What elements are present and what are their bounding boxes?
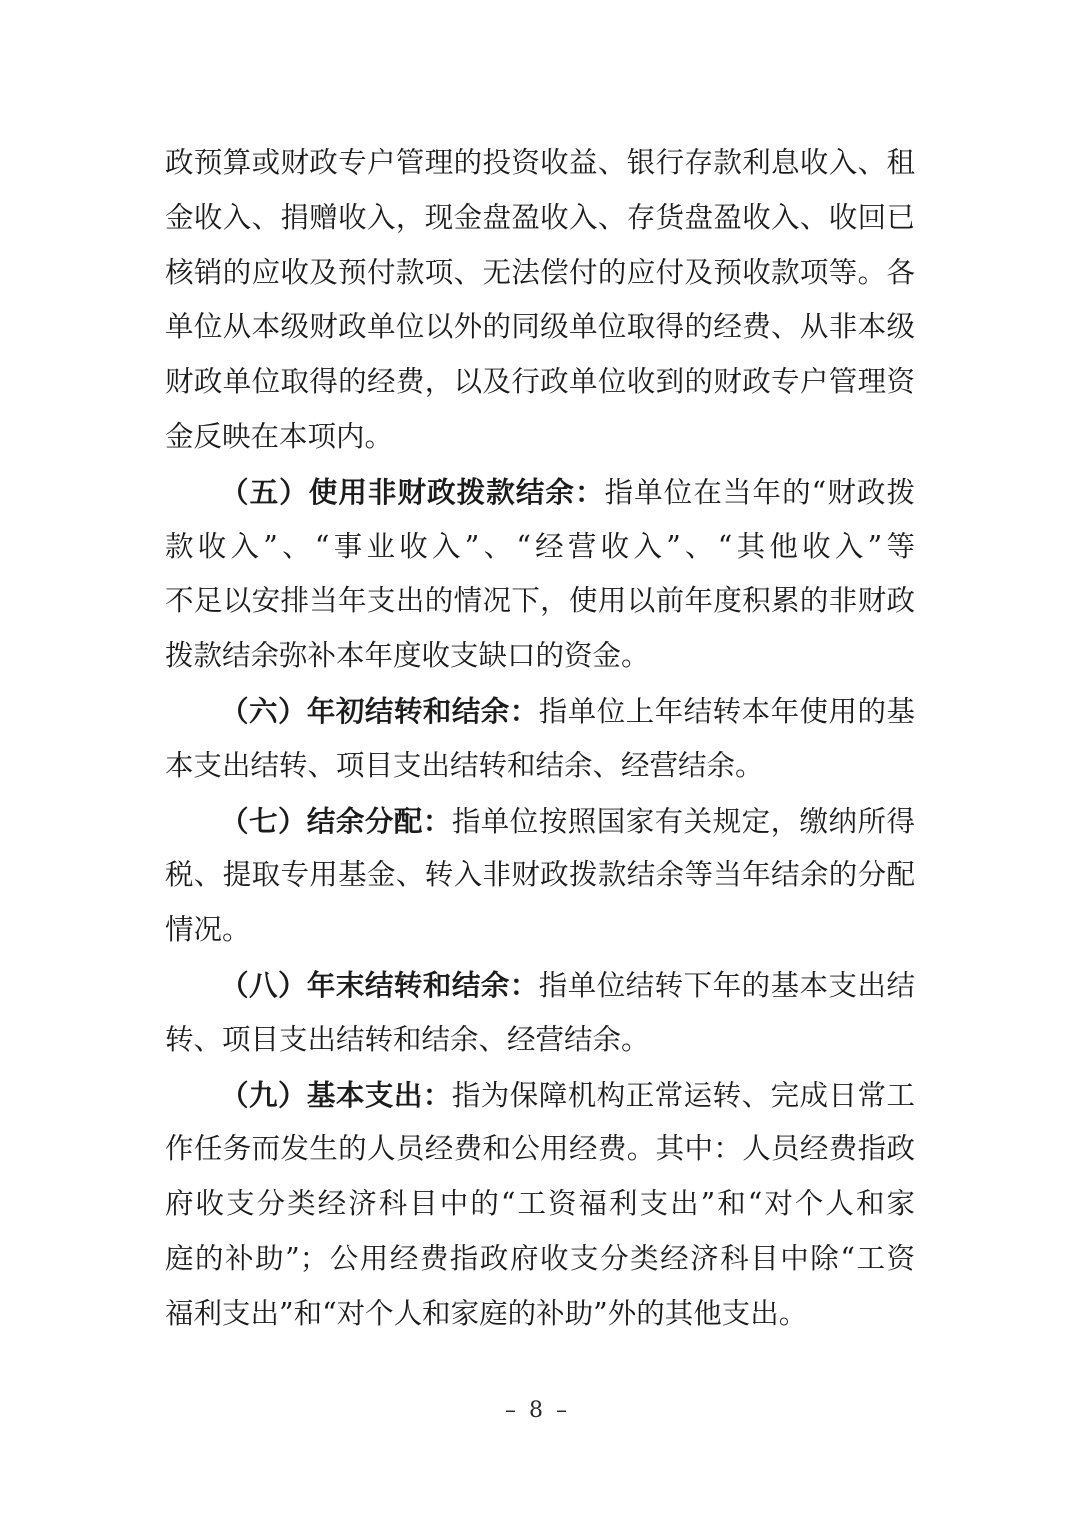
paragraph-item-5-use-of-non-fiscal-appropriation-surplus [165, 465, 915, 684]
text-line: 政预算或财政专户管理的投资收益、银行存款利息收入、租 [165, 146, 915, 179]
text-line: 款收入”、“事业收入”、“经营收入”、“其他收入”等 [165, 529, 915, 563]
paragraph-item-6-beginning-year-carryover-and-surplus [165, 684, 915, 794]
text-line: 单位从本级财政单位以外的同级单位取得的经费、从非本级 [165, 310, 915, 344]
term-heading: （七）结余分配： [220, 803, 452, 838]
text-line: 不足以安排当年支出的情况下，使用以前年度积累的非财政 [165, 584, 915, 618]
text-line: 财政单位取得的经费，以及行政单位收到的财政专户管理资 [165, 365, 915, 399]
term-heading: （八）年末结转和结余： [220, 967, 539, 1002]
text-line: 核销的应收及预付款项、无法偿付的应付及预收款项等。各 [165, 255, 915, 289]
term-heading: （六）年初结转和结余： [220, 693, 539, 728]
text-line: （九）基本支出：指为保障机构正常运转、完成日常工 [220, 1077, 915, 1112]
term-heading: （五）使用非财政拨款结余： [220, 474, 605, 509]
paragraph-item-9-basic-expenditure [165, 1068, 915, 1342]
text-line: 金收入、捐赠收入，现金盘盈收入、存货盘盈收入、收回已 [165, 200, 915, 234]
text-line: （六）年初结转和结余：指单位上年结转本年使用的基 [220, 693, 915, 728]
text-line: 作任务而发生的人员经费和公用经费。其中：人员经费指政 [165, 1132, 915, 1166]
text-line: 庭的补助”；公用经费指政府收支分类经济科目中除“工资 [165, 1241, 915, 1275]
text-line: 福利支出”和“对个人和家庭的补助”外的其他支出。 [165, 1296, 808, 1330]
text-line: 转、项目支出结转和结余、经营结余。 [165, 1022, 650, 1056]
paragraph-continued-paragraph [165, 136, 915, 465]
document-body [165, 136, 915, 1342]
text-line: 税、提取专用基金、转入非财政拨款结余等当年结余的分配 [165, 858, 915, 892]
paragraph-item-8-year-end-carryover-and-surplus [165, 958, 915, 1068]
paragraph-item-7-surplus-distribution [165, 794, 915, 958]
text-line: （五）使用非财政拨款结余：指单位在当年的“财政拨 [220, 474, 915, 509]
page-number: – 8 – [505, 1398, 570, 1423]
text-line: 府收支分类经济科目中的“工资福利支出”和“对个人和家 [165, 1187, 915, 1221]
term-heading: （九）基本支出： [220, 1077, 452, 1112]
text-line: 金反映在本项内。 [165, 419, 394, 453]
text-line: 情况。 [165, 913, 251, 947]
text-line: （八）年末结转和结余：指单位结转下年的基本支出结 [220, 967, 915, 1002]
page-footer [0, 1396, 1075, 1426]
text-line: 本支出结转、项目支出结转和结余、经营结余。 [165, 748, 764, 782]
text-line: （七）结余分配：指单位按照国家有关规定，缴纳所得 [220, 803, 915, 838]
text-line: 拨款结余弥补本年度收支缺口的资金。 [165, 639, 650, 673]
